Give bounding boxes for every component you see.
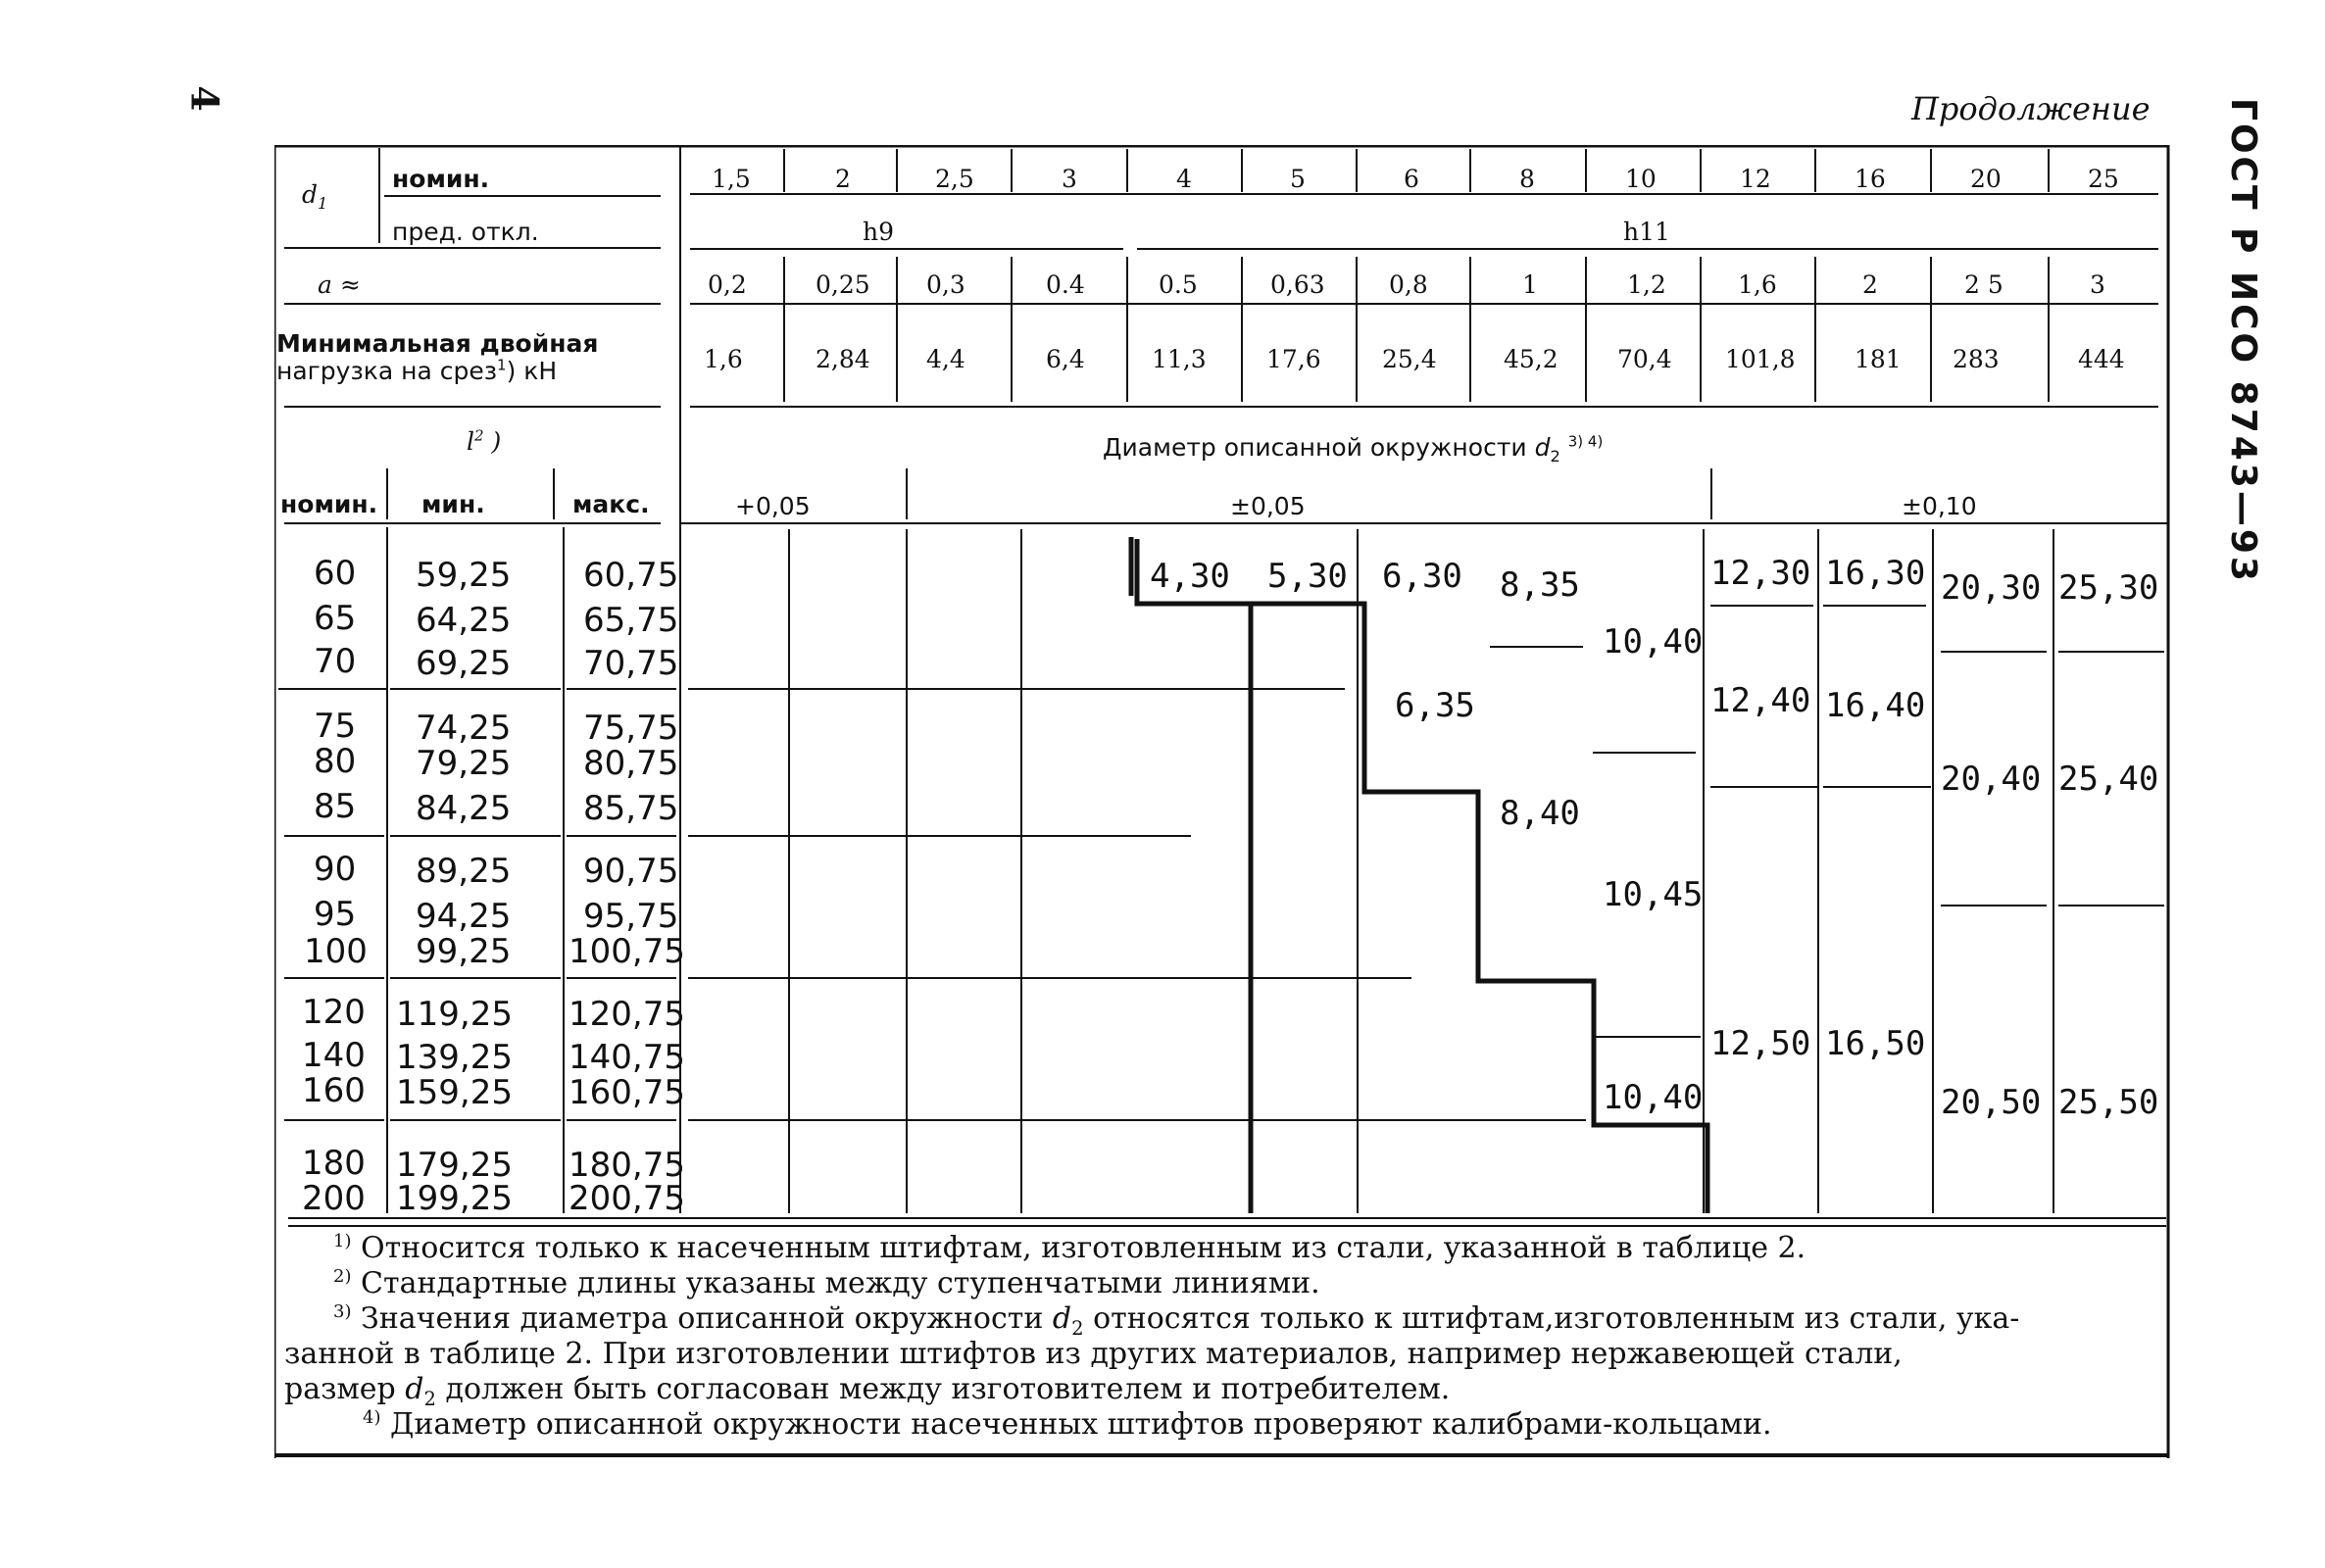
a-label: a ≈ <box>318 270 361 299</box>
d1-nominal-value: 3 <box>1062 165 1077 193</box>
d2-value: 8,40 <box>1500 794 1580 833</box>
d1-deviation-label: пред. откл. <box>392 218 539 246</box>
d1-nominal-value: 10 <box>1625 165 1657 193</box>
d1-nominal-value: 12 <box>1740 165 1771 193</box>
length-nominal: 75 <box>314 707 357 746</box>
d2-value: 6,30 <box>1382 557 1462 596</box>
length-nominal: 200 <box>302 1179 366 1218</box>
length-nominal: 120 <box>302 993 366 1032</box>
shear-label-line2: нагрузка на срез$^1$) кН <box>276 356 558 385</box>
standard-designation: ГОСТ Р ИСО 8743—93 <box>2223 98 2263 584</box>
d2-value: 16,50 <box>1825 1024 1926 1063</box>
shear-value: 25,4 <box>1382 345 1437 373</box>
length-nominal: 80 <box>314 742 357 781</box>
d2-header: Диаметр описанной окружности $d_2$ $^{3) 4)}$ <box>1103 432 1604 466</box>
d2-value: 16,40 <box>1825 686 1926 725</box>
page-number: 4 <box>182 85 227 112</box>
length-nominal: 160 <box>302 1071 366 1110</box>
dimensions-table <box>274 145 2171 1458</box>
shear-value: 283 <box>1953 345 2000 373</box>
footnote-3: $^{3)}$ Значения диаметра описанной окружности $d_2$ относятся только к штифтам,изготовленным из стали, ука- <box>333 1301 2020 1340</box>
d2-value: 25,50 <box>2058 1083 2159 1122</box>
d2-value: 6,35 <box>1395 686 1475 725</box>
d2-tolerance: +0,05 <box>735 492 811 520</box>
length-max: 95,75 <box>583 897 679 936</box>
shear-value: 17,6 <box>1266 345 1321 373</box>
length-max: 70,75 <box>583 644 679 683</box>
length-min: 94,25 <box>416 897 512 936</box>
length-nominal: 65 <box>314 599 357 638</box>
length-max: 140,75 <box>569 1038 685 1077</box>
d1-nominal-value: 5 <box>1290 165 1306 193</box>
a-value: 0.5 <box>1159 270 1198 299</box>
length-max: 160,75 <box>569 1073 685 1112</box>
length-max: 120,75 <box>569 995 685 1034</box>
shear-value: 444 <box>2078 345 2125 373</box>
length-max: 75,75 <box>583 709 679 748</box>
length-min-label: мин. <box>421 490 485 518</box>
footnote-3-line3: размер $d_2$ должен быть согласован между изготовителем и потребителем. <box>284 1372 1451 1410</box>
length-max: 85,75 <box>583 789 679 828</box>
length-min: 179,25 <box>396 1146 513 1185</box>
length-max-label: макс. <box>572 490 650 518</box>
length-min: 199,25 <box>396 1179 513 1218</box>
a-value: 0.4 <box>1046 270 1085 299</box>
length-min: 119,25 <box>396 995 513 1034</box>
d2-value: 12,30 <box>1710 554 1811 593</box>
length-min: 84,25 <box>416 789 512 828</box>
d2-value: 12,40 <box>1710 681 1811 720</box>
d2-tolerance: ±0,10 <box>1902 492 1977 520</box>
d2-value: 5,30 <box>1267 557 1348 596</box>
d1-nominal-value: 4 <box>1176 165 1192 193</box>
tolerance-h9: h9 <box>863 218 895 246</box>
footnote-1: $^{1)}$ Относится только к насеченным штифтам, изготовленным из стали, указанной в таблице 2. <box>333 1231 1806 1265</box>
length-nominal: 90 <box>314 850 357 889</box>
length-nominal: 180 <box>302 1144 366 1183</box>
d2-value: 20,40 <box>1941 760 2042 799</box>
length-max: 60,75 <box>583 556 679 595</box>
continuation-label: Продолжение <box>1911 90 2151 127</box>
shear-value: 70,4 <box>1617 345 1672 373</box>
d2-value: 20,50 <box>1941 1083 2042 1122</box>
shear-value: 4,4 <box>926 345 965 373</box>
footnote-2: $^{2)}$ Стандартные длины указаны между ступенчатыми линиями. <box>333 1266 1320 1300</box>
length-min: 59,25 <box>416 556 512 595</box>
d2-value: 10,40 <box>1603 1078 1704 1117</box>
length-max: 90,75 <box>583 852 679 891</box>
d1-nominal-value: 2,5 <box>935 165 974 193</box>
a-value: 1,6 <box>1738 270 1777 299</box>
length-min: 139,25 <box>396 1038 513 1077</box>
length-max: 180,75 <box>569 1146 685 1185</box>
a-value: 0,8 <box>1389 270 1428 299</box>
shear-value: 6,4 <box>1046 345 1085 373</box>
length-max: 80,75 <box>583 744 679 783</box>
a-value: 2 5 <box>1964 270 2003 299</box>
a-value: 1 <box>1522 270 1538 299</box>
d2-value: 20,30 <box>1941 568 2042 608</box>
length-min: 64,25 <box>416 601 512 640</box>
length-nominal-label: номин. <box>280 490 378 518</box>
a-value: 3 <box>2090 270 2105 299</box>
shear-value: 11,3 <box>1152 345 1207 373</box>
length-nominal: 85 <box>314 787 357 826</box>
shear-value: 45,2 <box>1504 345 1558 373</box>
a-value: 0,63 <box>1270 270 1325 299</box>
d2-value: 10,40 <box>1603 622 1704 662</box>
length-max: 200,75 <box>569 1179 685 1218</box>
shear-label-line1: Минимальная двойная <box>276 329 599 358</box>
d2-value: 8,35 <box>1500 565 1580 605</box>
a-value: 1,2 <box>1627 270 1666 299</box>
d1-nominal-value: 20 <box>1970 165 2002 193</box>
d1-symbol: $d_1$ <box>302 180 328 213</box>
length-nominal: 60 <box>314 554 357 593</box>
shear-value: 101,8 <box>1725 345 1796 373</box>
d1-nominal-value: 1,5 <box>712 165 751 193</box>
d1-nominal-value: 16 <box>1855 165 1886 193</box>
length-nominal: 70 <box>314 642 357 681</box>
d1-nominal-value: 2 <box>835 165 851 193</box>
shear-value: 2,84 <box>816 345 870 373</box>
length-min: 159,25 <box>396 1073 513 1112</box>
d1-nominal-label: номин. <box>392 165 490 193</box>
shear-value: 181 <box>1855 345 1902 373</box>
a-value: 0,25 <box>816 270 870 299</box>
d1-nominal-value: 8 <box>1519 165 1535 193</box>
shear-value: 1,6 <box>704 345 743 373</box>
d2-value: 4,30 <box>1150 557 1230 596</box>
d2-value: 16,30 <box>1825 554 1926 593</box>
length-min: 74,25 <box>416 709 512 748</box>
length-max: 65,75 <box>583 601 679 640</box>
d2-value: 25,40 <box>2058 760 2159 799</box>
d2-tolerance: ±0,05 <box>1230 492 1306 520</box>
a-value: 2 <box>1862 270 1878 299</box>
length-min: 79,25 <box>416 744 512 783</box>
a-value: 0,2 <box>708 270 747 299</box>
footnote-3-line2: занной в таблице 2. При изготовлении штифтов из других материалов, например нержавеющей стали, <box>284 1337 1903 1371</box>
length-min: 69,25 <box>416 644 512 683</box>
d1-nominal-value: 25 <box>2088 165 2119 193</box>
footnote-4: $^{4)}$ Диаметр описанной окружности насеченных штифтов проверяют калибрами-кольцами. <box>363 1407 1772 1442</box>
length-max: 100,75 <box>569 932 685 971</box>
length-min: 99,25 <box>416 932 512 971</box>
d2-value: 12,50 <box>1710 1024 1811 1063</box>
length-header: $l^2$ ) <box>467 426 502 456</box>
length-nominal: 95 <box>314 895 357 934</box>
length-nominal: 100 <box>304 932 368 971</box>
length-nominal: 140 <box>302 1036 366 1075</box>
a-value: 0,3 <box>926 270 965 299</box>
d1-nominal-value: 6 <box>1404 165 1419 193</box>
d2-value: 10,45 <box>1603 875 1704 914</box>
d2-value: 25,30 <box>2058 568 2159 608</box>
tolerance-h11: h11 <box>1623 218 1670 246</box>
length-min: 89,25 <box>416 852 512 891</box>
